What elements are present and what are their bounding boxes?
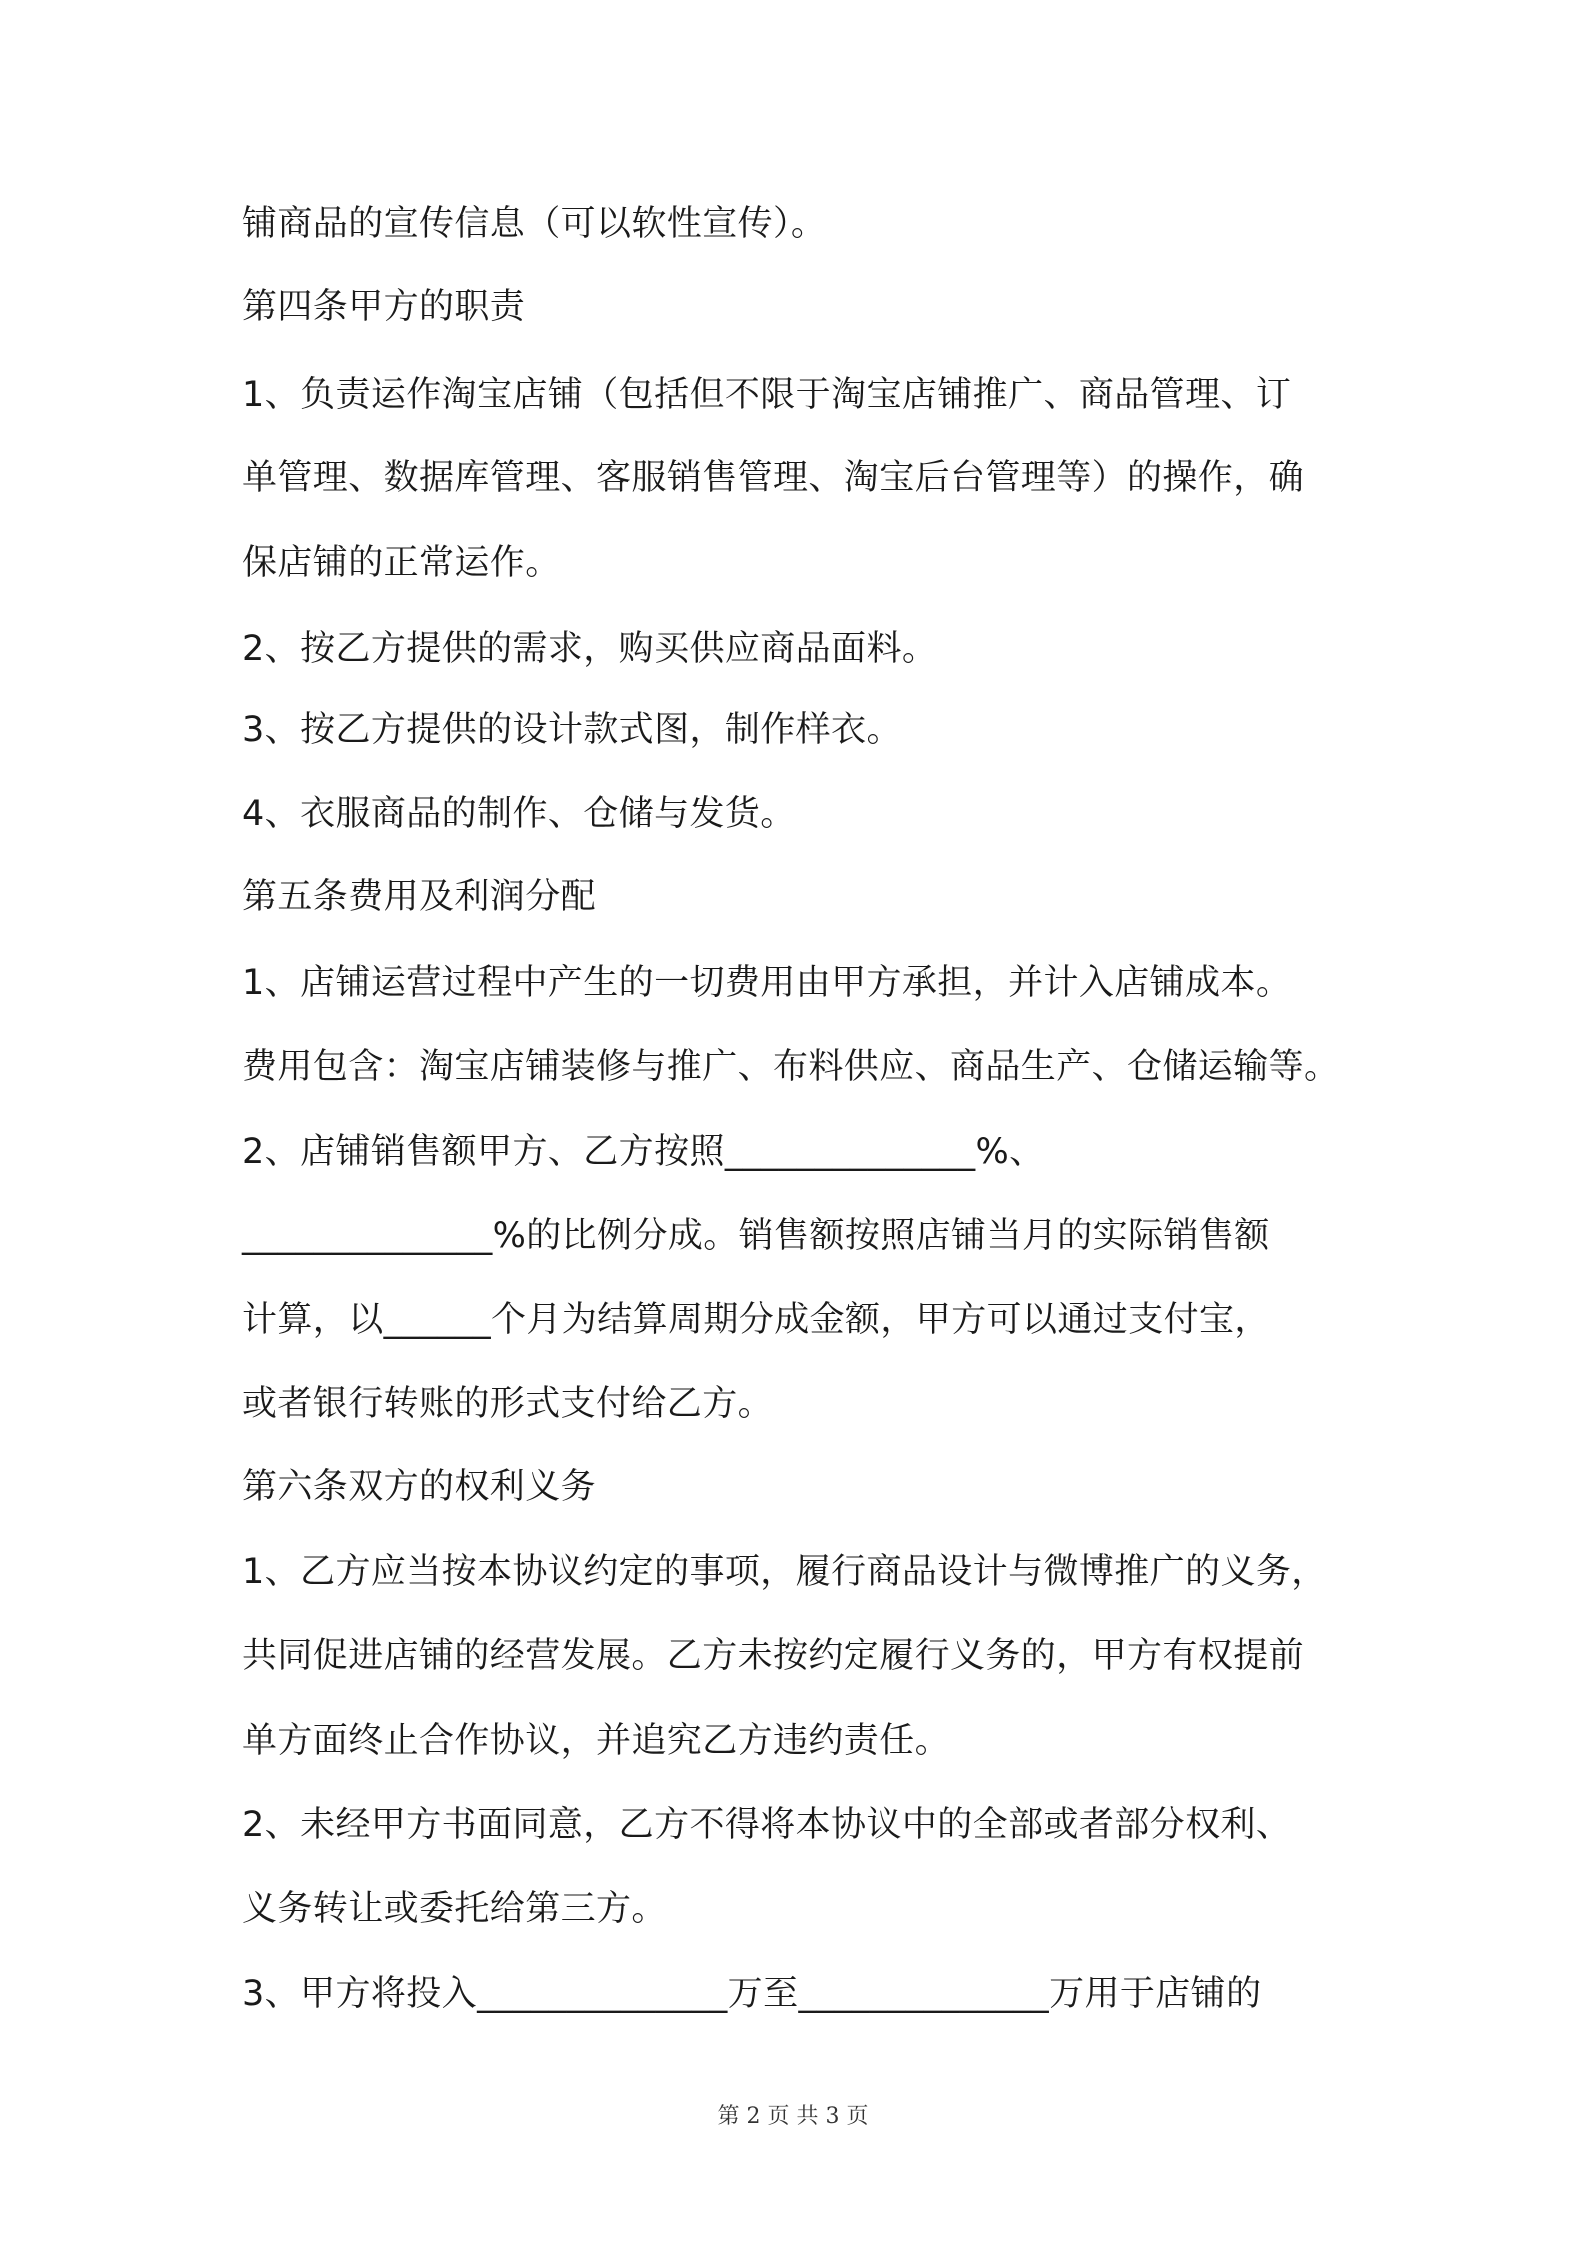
body-line: 2、店铺销售额甲方、乙方按照______________%、 bbox=[242, 1132, 1045, 1172]
section-heading: 第五条费用及利润分配 bbox=[242, 877, 597, 917]
body-line: 费用包含：淘宝店铺装修与推广、布料供应、商品生产、仓储运输等。 bbox=[242, 1047, 1340, 1087]
body-line: 或者银行转账的形式支付给乙方。 bbox=[242, 1384, 774, 1424]
body-line: 共同促进店铺的经营发展。乙方未按约定履行义务的，甲方有权提前 bbox=[242, 1636, 1305, 1676]
section-heading: 第六条双方的权利义务 bbox=[242, 1467, 597, 1507]
body-line: 1、店铺运营过程中产生的一切费用由甲方承担，并计入店铺成本。 bbox=[242, 963, 1292, 1003]
body-line: 4、衣服商品的制作、仓储与发货。 bbox=[242, 794, 796, 834]
body-line: ______________%的比例分成。销售额按照店铺当月的实际销售额 bbox=[242, 1216, 1270, 1256]
page-footer: 第 2 页 共 3 页 bbox=[717, 2104, 869, 2129]
body-line: 1、乙方应当按本协议约定的事项，履行商品设计与微博推广的义务， bbox=[242, 1552, 1327, 1592]
body-line: 单方面终止合作协议，并追究乙方违约责任。 bbox=[242, 1721, 951, 1761]
body-line: 1、负责运作淘宝店铺（包括但不限于淘宝店铺推广、商品管理、订 bbox=[242, 375, 1292, 415]
body-line: 计算，以______个月为结算周期分成金额，甲方可以通过支付宝， bbox=[242, 1300, 1270, 1340]
body-line: 铺商品的宣传信息（可以软性宣传）。 bbox=[242, 204, 827, 244]
body-line: 2、按乙方提供的需求，购买供应商品面料。 bbox=[242, 629, 938, 669]
body-line: 保店铺的正常运作。 bbox=[242, 543, 561, 583]
body-line: 3、甲方将投入______________万至______________万用于店铺的 bbox=[242, 1974, 1262, 2014]
body-line: 2、未经甲方书面同意，乙方不得将本协议中的全部或者部分权利、 bbox=[242, 1805, 1292, 1845]
body-line: 义务转让或委托给第三方。 bbox=[242, 1889, 667, 1929]
body-line: 单管理、数据库管理、客服销售管理、淘宝后台管理等）的操作，确 bbox=[242, 458, 1305, 498]
body-line: 3、按乙方提供的设计款式图，制作样衣。 bbox=[242, 710, 902, 750]
section-heading: 第四条甲方的职责 bbox=[242, 287, 526, 327]
